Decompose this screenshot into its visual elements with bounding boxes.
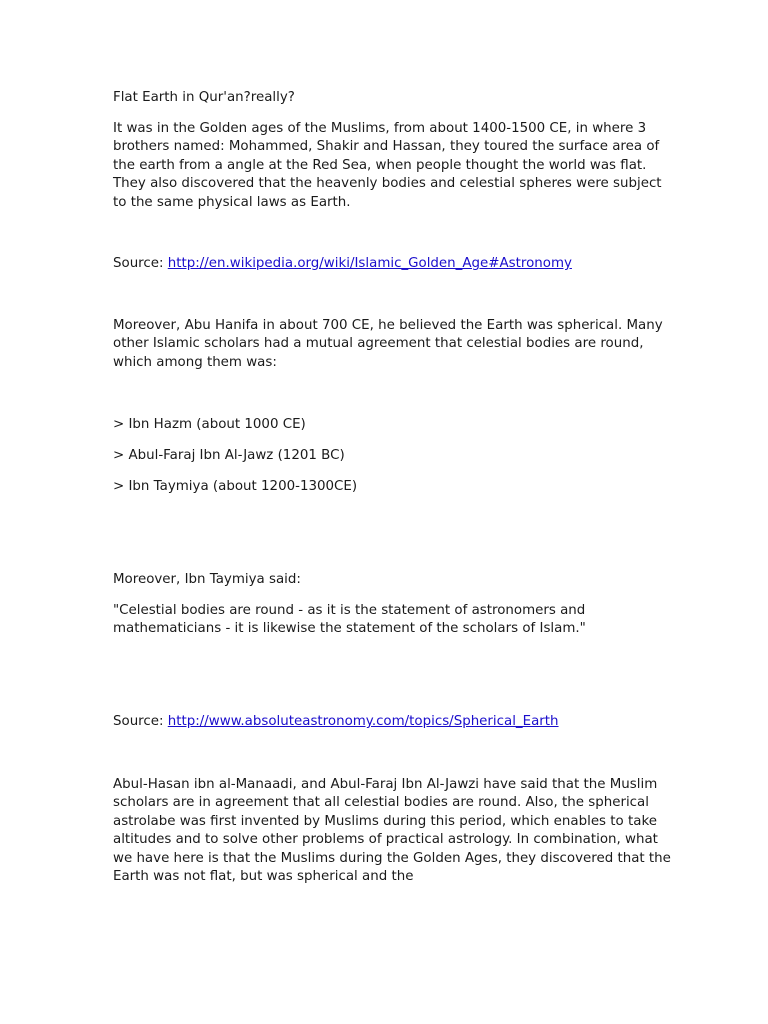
list-item: > Ibn Hazm (about 1000 CE) (113, 417, 306, 432)
source-line-1 (113, 255, 673, 273)
source-label-2: Source: (113, 714, 168, 729)
source-link-2[interactable]: http://www.absoluteastronomy.com/topics/Spherical_Earth (167, 714, 559, 729)
intro-paragraph: It was in the Golden ages of the Muslims, from about 1400-1500 CE, in where 3 brothers named: Mohammed, Shakir and Hassan, they toured the surface area of the earth from a angle at the Red Sea, when people thought the world was flat. They also discovered that the heavenly bodies and celestial spheres were subject to the same physical laws as Earth. (113, 121, 666, 210)
source-link-1[interactable]: http://en.wikipedia.org/wiki/Islamic_Golden_Age#Astronomy (167, 256, 572, 271)
source-label-1: Source: (113, 256, 168, 271)
source-line-2 (113, 713, 673, 731)
conclusion-paragraph: Abul-Hasan ibn al-Manaadi, and Abul-Faraj Ibn Al-Jawzi have said that the Muslim scholars are in agreement that all celestial bodies are round. Also, the spherical astrolabe was first invented by Muslims during this period, which enables to take altitudes and to solve other problems of practical astrology. In combination, what we have here is that the Muslims during the Golden Ages, they discovered that the Earth was not flat, but was spherical and the (113, 777, 676, 885)
quote-intro: Moreover, Ibn Taymiya said: (113, 572, 301, 587)
list-item: > Abul-Faraj Ibn Al-Jawz (1201 BC) (113, 448, 345, 463)
quote-text: "Celestial bodies are round - as it is the statement of astronomers and mathematicians - it is likewise the statement of the scholars of Islam." (113, 603, 590, 637)
list-item: > Ibn Taymiya (about 1200-1300CE) (113, 479, 358, 494)
document-title: Flat Earth in Qur'an?really? (113, 90, 295, 105)
scholars-paragraph: Moreover, Abu Hanifa in about 700 CE, he believed the Earth was spherical. Many other Islamic scholars had a mutual agreement that celestial bodies are round, which among them was: (113, 318, 667, 370)
